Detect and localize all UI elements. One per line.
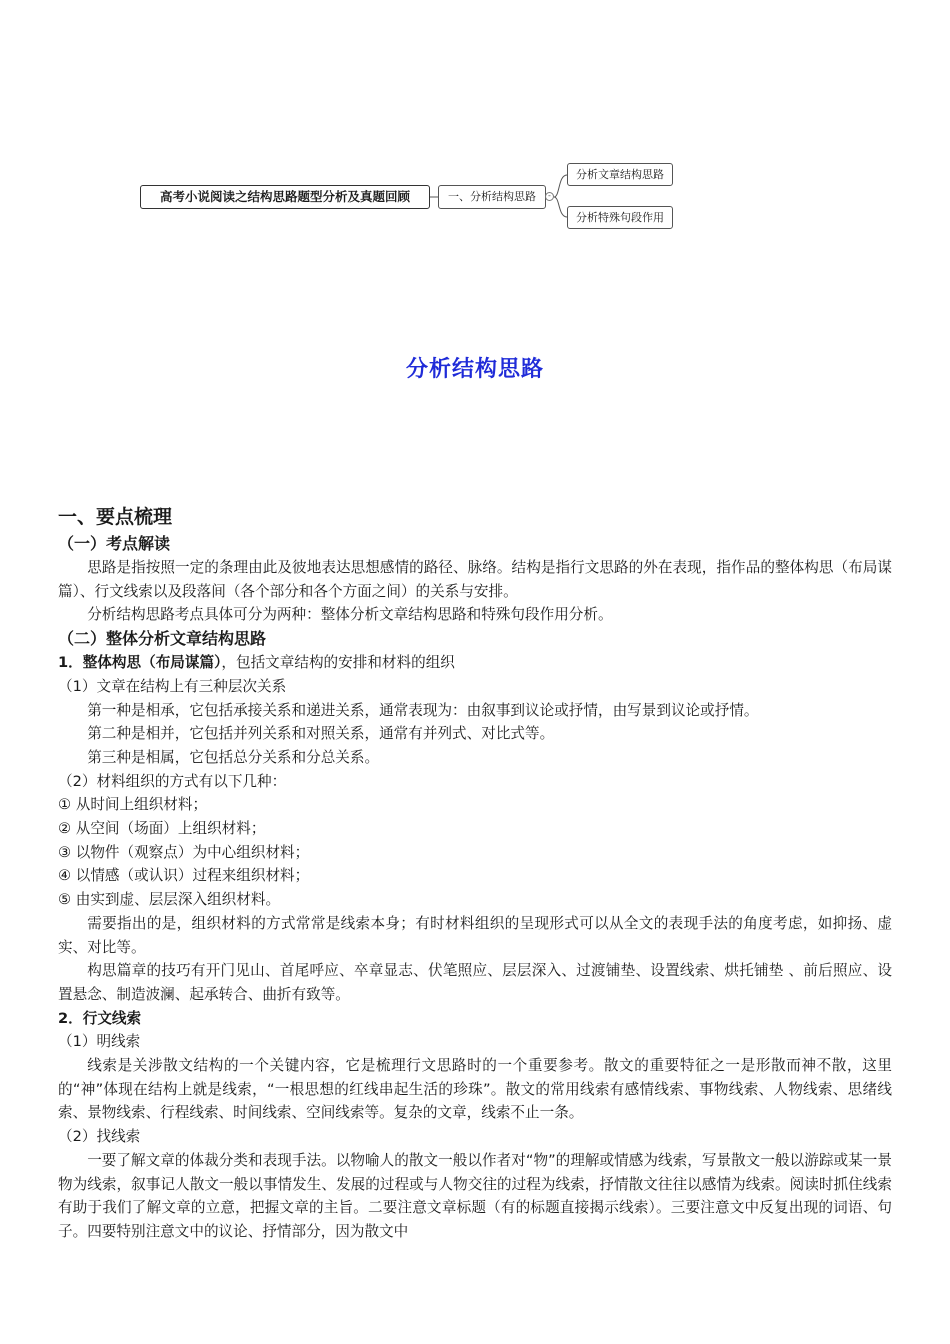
list-item: ② 从空间（场面）上组织材料；: [58, 820, 266, 838]
paragraph: 一要了解文章的体裁分类和表现手法。以物喻人的散文一般以作者对“物”的理解或情感为线索，写景散文一般以游踪或某一景物为线索，叙事记人散文一般以事情发生、发展的过程或与人物交往的过程为线索，抒情散文往往以感情为线索。阅读时抓住线索有助于我们了解文章的立意，把握文章的主旨。二要注意文章标题（有的标题直接揭示线索）。三要注意文中反复出现的词语、句子。四要特别注意文中的议论、抒情部分，因为散文中: [58, 1151, 892, 1240]
mindmap-leaf-node-1[interactable]: 分析文章结构思路: [567, 163, 673, 186]
connector-branch-leaf-2: [554, 197, 567, 217]
collapse-toggle-icon[interactable]: -: [545, 192, 554, 201]
paragraph: 第一种是相承，它包括承接关系和递进关系，通常表现为：由叙事到议论或抒情，由写景到议论或抒情。: [87, 701, 759, 719]
document-title: 分析结构思路: [405, 357, 544, 382]
paragraph: 第三种是相属，它包括总分关系和分总关系。: [87, 748, 380, 766]
list-item: ④ 以情感（或认识）过程来组织材料；: [58, 867, 310, 885]
sub-item-heading: （2）找线索: [58, 1128, 141, 1146]
document-body: [58, 502, 892, 1244]
paragraph: 线索是关涉散文结构的一个关键内容，它是梳理行文思路时的一个重要参考。散文的重要特征之一是形散而神不散，这里的“神”体现在结构上就是线索，“一根思想的红线串起生活的珍珠”。散文的常用线索有感情线索、事物线索、人物线索、思绪线索、景物线索、行程线索、时间线索、空间线索等。复杂的文章，线索不止一条。: [58, 1057, 892, 1122]
paragraph: 构思篇章的技巧有开门见山、首尾呼应、卒章显志、伏笔照应、层层深入、过渡铺垫、设置线索、烘托铺垫 、前后照应、设置悬念、制造波澜、起承转合、曲折有致等。: [58, 962, 892, 1003]
list-item: ⑤ 由实到虚、层层深入组织材料。: [58, 891, 281, 909]
mindmap-branch-node[interactable]: 一、分析结构思路: [438, 185, 546, 209]
list-item: ③ 以物件（观察点）为中心组织材料；: [58, 843, 310, 861]
sub-item-heading: （1）文章在结构上有三种层次关系: [58, 677, 287, 695]
paragraph: 分析结构思路考点具体可分为两种：整体分析文章结构思路和特殊句段作用分析。: [87, 606, 613, 624]
sub-item-heading: （2）材料组织的方式有以下几种：: [58, 772, 287, 790]
mindmap-leaf-node-2[interactable]: 分析特殊句段作用: [567, 206, 673, 229]
list-item: ① 从时间上组织材料；: [58, 796, 208, 814]
section-heading: 一、要点梳理: [58, 506, 173, 528]
paragraph: 第二种是相并，它包括并列关系和对照关系，通常有并列式、对比式等。: [87, 725, 555, 743]
mindmap-connectors: [0, 0, 950, 260]
paragraph: 思路是指按照一定的条理由此及彼地表达思想感情的路径、脉络。结构是指行文思路的外在表现，指作品的整体构思（布局谋篇）、行文线索以及段落间（各个部分和各个方面之间）的关系与安排。: [58, 559, 892, 600]
connector-branch-leaf-1: [554, 175, 567, 197]
sub-item-heading: （1）明线索: [58, 1033, 141, 1051]
item-heading-rest: ，包括文章结构的安排和材料的组织: [221, 654, 455, 672]
paragraph: 需要指出的是，组织材料的方式常常是线索本身；有时材料组织的呈现形式可以从全文的表现手法的角度考虑，如抑扬、虚实、对比等。: [58, 914, 892, 956]
list-heading: 2．行文线索: [58, 1009, 142, 1027]
item-heading-bold: 1．整体构思（布局谋篇）: [58, 654, 222, 672]
subsection-heading-1: （一）考点解读: [58, 534, 171, 553]
subsection-heading-2: （二）整体分析文章结构思路: [58, 629, 267, 649]
list-heading: [58, 651, 892, 675]
mindmap-root-node[interactable]: 高考小说阅读之结构思路题型分析及真题回顾: [140, 185, 430, 209]
